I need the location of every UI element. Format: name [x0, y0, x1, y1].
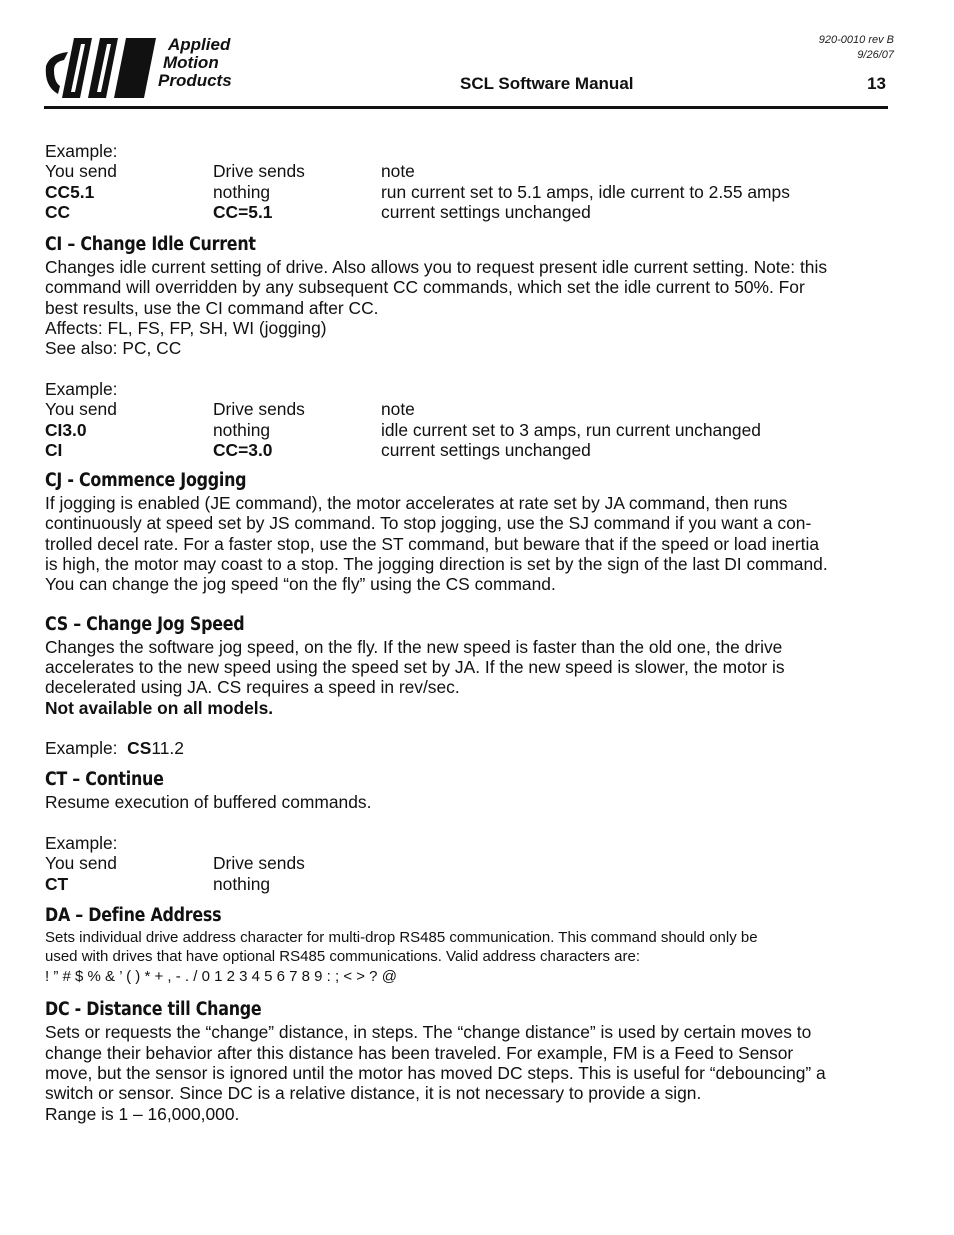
ci-affects: Affects: FL, FS, FP, SH, WI (jogging) [45, 318, 327, 339]
you-send-cell: CC5.1 [45, 181, 95, 202]
document-reference [819, 33, 894, 63]
col-you-send: You send [45, 399, 117, 420]
cc-example-row [45, 182, 895, 202]
col-you-send: You send [45, 161, 117, 182]
you-send-cell: CC [45, 201, 71, 222]
note-cell: current settings unchanged [381, 201, 591, 222]
section-heading-cs: CS – Change Jog Speed [45, 613, 245, 635]
ct-example-row [45, 874, 895, 894]
dc-range: Range is 1 – 16,000,000. [45, 1103, 240, 1124]
ci-example-label: Example: [45, 378, 118, 399]
drive-sends-cell: CC=3.0 [213, 439, 273, 460]
note-cell: current settings unchanged [381, 439, 591, 460]
dc-line: Sets or requests the “change” distance, in steps. The “change distance” is used by certain moves to [45, 1022, 812, 1043]
ct-line: Resume execution of buffered commands. [45, 792, 372, 813]
ci-line: command will overridden by any subsequent CC commands, which set the idle current to 50%. For [45, 277, 805, 298]
drive-sends-cell: nothing [213, 873, 271, 894]
section-heading-ci: CI – Change Idle Current [45, 234, 256, 256]
you-send-cell: CT [45, 873, 69, 894]
dc-line: switch or sensor. Since DC is a relative distance, it is not necessary to provide a sign. [45, 1083, 702, 1104]
doc-number: 920-0010 rev B [818, 34, 894, 46]
cs-line: accelerates to the new speed using the speed set by JA. If the new speed is slower, the motor is [45, 656, 785, 677]
section-heading-da: DA – Define Address [45, 904, 222, 926]
ct-example-header-row [45, 853, 895, 873]
dc-line: move, but the sensor is ignored until the motor has moved DC steps. This is useful for “debouncing” a [45, 1063, 826, 1083]
ci-line: Changes idle current setting of drive. Also allows you to request present idle current setting. Note: this [45, 257, 828, 278]
cj-line: If jogging is enabled (JE command), the motor accelerates at rate set by JA command, then runs [45, 493, 788, 514]
cs-availability-note: Not available on all models. [45, 697, 274, 718]
dc-line: change their behavior after this distance has been traveled. For example, FM is a Feed to Sensor [45, 1042, 794, 1063]
col-drive-sends: Drive sends [213, 399, 305, 420]
ci-example-row [45, 440, 895, 460]
note-cell: run current set to 5.1 amps, idle current to 2.55 amps [381, 181, 790, 202]
header-rule [44, 106, 888, 109]
col-drive-sends: Drive sends [213, 853, 305, 874]
cj-line: trolled decel rate. For a faster stop, use the ST command, but beware that if the speed or load inertia [45, 533, 819, 554]
cs-line: Changes the software jog speed, on the fly. If the new speed is faster than the old one, the drive [45, 636, 783, 657]
col-drive-sends: Drive sends [213, 161, 305, 182]
da-valid-characters: ! ” # $ % & ’ ( ) * + , - . / 0 1 2 3 4 5 6 7 8 9 : ; < > ? @ [45, 967, 397, 985]
cc-example-header-row [45, 161, 895, 181]
col-note: note [381, 161, 415, 182]
you-send-cell: CI [45, 439, 63, 460]
cj-line: You can change the jog speed “on the fly” using the CS command. [45, 574, 556, 595]
company-name [158, 36, 232, 90]
cs-example [45, 738, 895, 758]
col-you-send: You send [45, 853, 117, 874]
da-line: Sets individual drive address character for multi-drop RS485 communication. This command should only be [45, 928, 758, 946]
cc-example-label: Example: [45, 141, 118, 161]
section-heading-ct: CT – Continue [45, 769, 164, 791]
cs-example-value: 11.2 [151, 738, 184, 759]
cj-line: is high, the motor may coast to a stop. The jogging direction is set by the sign of the last DI command. [45, 554, 828, 575]
cj-line: continuously at speed set by JS command. To stop jogging, use the SJ command if you want a con- [45, 513, 812, 534]
ct-example-label: Example: [45, 833, 118, 854]
section-heading-cj: CJ - Commence Jogging [45, 470, 247, 492]
drive-sends-cell: nothing [213, 419, 271, 440]
ci-example-row [45, 420, 895, 440]
col-note: note [381, 399, 415, 420]
ci-example-header-row [45, 399, 895, 419]
company-line-2: Motion [163, 53, 219, 72]
page-number: 13 [867, 74, 886, 93]
company-line-1: Applied [168, 35, 231, 54]
cs-example-command: CS [127, 738, 152, 759]
you-send-cell: CI3.0 [45, 419, 87, 440]
section-heading-dc: DC - Distance till Change [45, 999, 262, 1021]
note-cell: idle current set to 3 amps, run current unchanged [381, 419, 761, 440]
cs-example-label: Example: [45, 738, 118, 759]
ci-line: best results, use the CI command after CC. [45, 297, 379, 318]
ci-see-also: See also: PC, CC [45, 338, 182, 359]
company-line-3: Products [158, 71, 232, 90]
drive-sends-cell: CC=5.1 [213, 201, 273, 222]
cs-line: decelerated using JA. CS requires a speed in rev/sec. [45, 677, 460, 698]
manual-title: SCL Software Manual [460, 74, 634, 93]
cc-example-row [45, 202, 895, 222]
page-content [45, 141, 895, 1124]
doc-date: 9/26/07 [857, 49, 894, 61]
drive-sends-cell: nothing [213, 181, 271, 202]
da-line: used with drives that have optional RS485 communications. Valid address characters are: [45, 948, 641, 966]
